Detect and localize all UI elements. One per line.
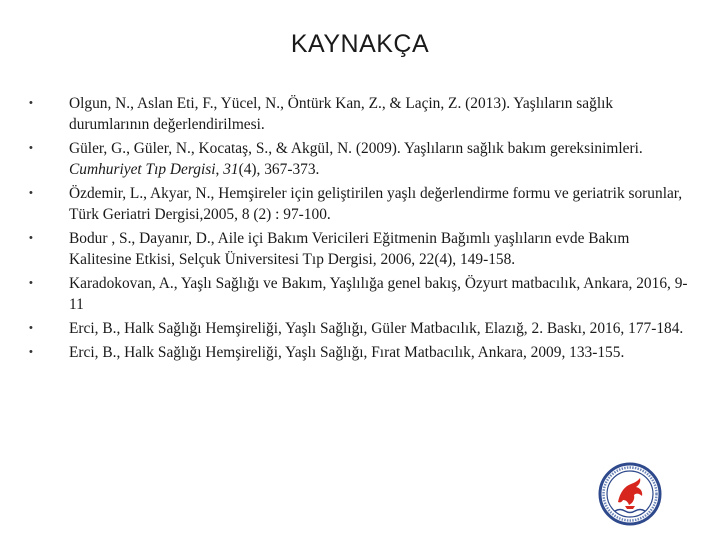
reference-item (26, 318, 690, 339)
slide-title: KAYNAKÇA (290, 30, 430, 58)
journal-volume: 31 (223, 161, 239, 178)
reference-item (26, 93, 690, 135)
bullet: • (29, 346, 33, 358)
reference-item (26, 342, 690, 363)
reference-text: Olgun, N., Aslan Eti, F., Yücel, N., Öntürk Kan, Z., & Laçin, Z. (2013). Yaşlıların sağlık durumlarının değerlendirilmesi. (69, 95, 614, 133)
reference-item (26, 228, 690, 270)
reference-text: Bodur , S., Dayanır, D., Aile içi Bakım Vericileri Eğitmenin Bağımlı yaşlıların evde Bakım Kalitesine Etkisi, Selçuk Üniversitesi Tıp Dergisi, 2006, 22(4), 149-158. (69, 230, 630, 268)
reference-text: Güler, G., Güler, N., Kocataş, S., & Akgül, N. (2009). Yaşlıların sağlık bakım gereksinimleri. (69, 140, 643, 157)
bullet: • (29, 277, 33, 289)
journal-name: Cumhuriyet Tıp Dergisi (69, 161, 216, 178)
university-seal-icon (598, 462, 662, 526)
reference-item (26, 138, 690, 180)
bullet: • (29, 322, 33, 334)
reference-text: Özdemir, L., Akyar, N., Hemşireler için geliştirilen yaşlı değerlendirme formu ve geriatrik sorunlar, Türk Geriatri Dergisi,2005, 8 (2) : 97-100. (69, 185, 683, 223)
reference-item (26, 183, 690, 225)
bullet: • (29, 187, 33, 199)
bullet: • (29, 142, 33, 154)
reference-item (26, 273, 690, 315)
reference-separator: , (215, 161, 224, 178)
bullet: • (29, 232, 33, 244)
reference-list (26, 93, 690, 366)
reference-text: Erci, B., Halk Sağlığı Hemşireliği, Yaşlı Sağlığı, Güler Matbacılık, Elazığ, 2. Baskı, 2016, 177-184. (69, 320, 684, 337)
bullet: • (29, 97, 33, 109)
reference-text: Karadokovan, A., Yaşlı Sağlığı ve Bakım, Yaşlılığa genel bakış, Özyurt matbacılık, Ankara, 2016, 9-11 (69, 275, 688, 313)
reference-pages: (4), 367-373. (238, 161, 320, 178)
reference-text: Erci, B., Halk Sağlığı Hemşireliği, Yaşlı Sağlığı, Fırat Matbacılık, Ankara, 2009, 133-155. (69, 344, 625, 361)
